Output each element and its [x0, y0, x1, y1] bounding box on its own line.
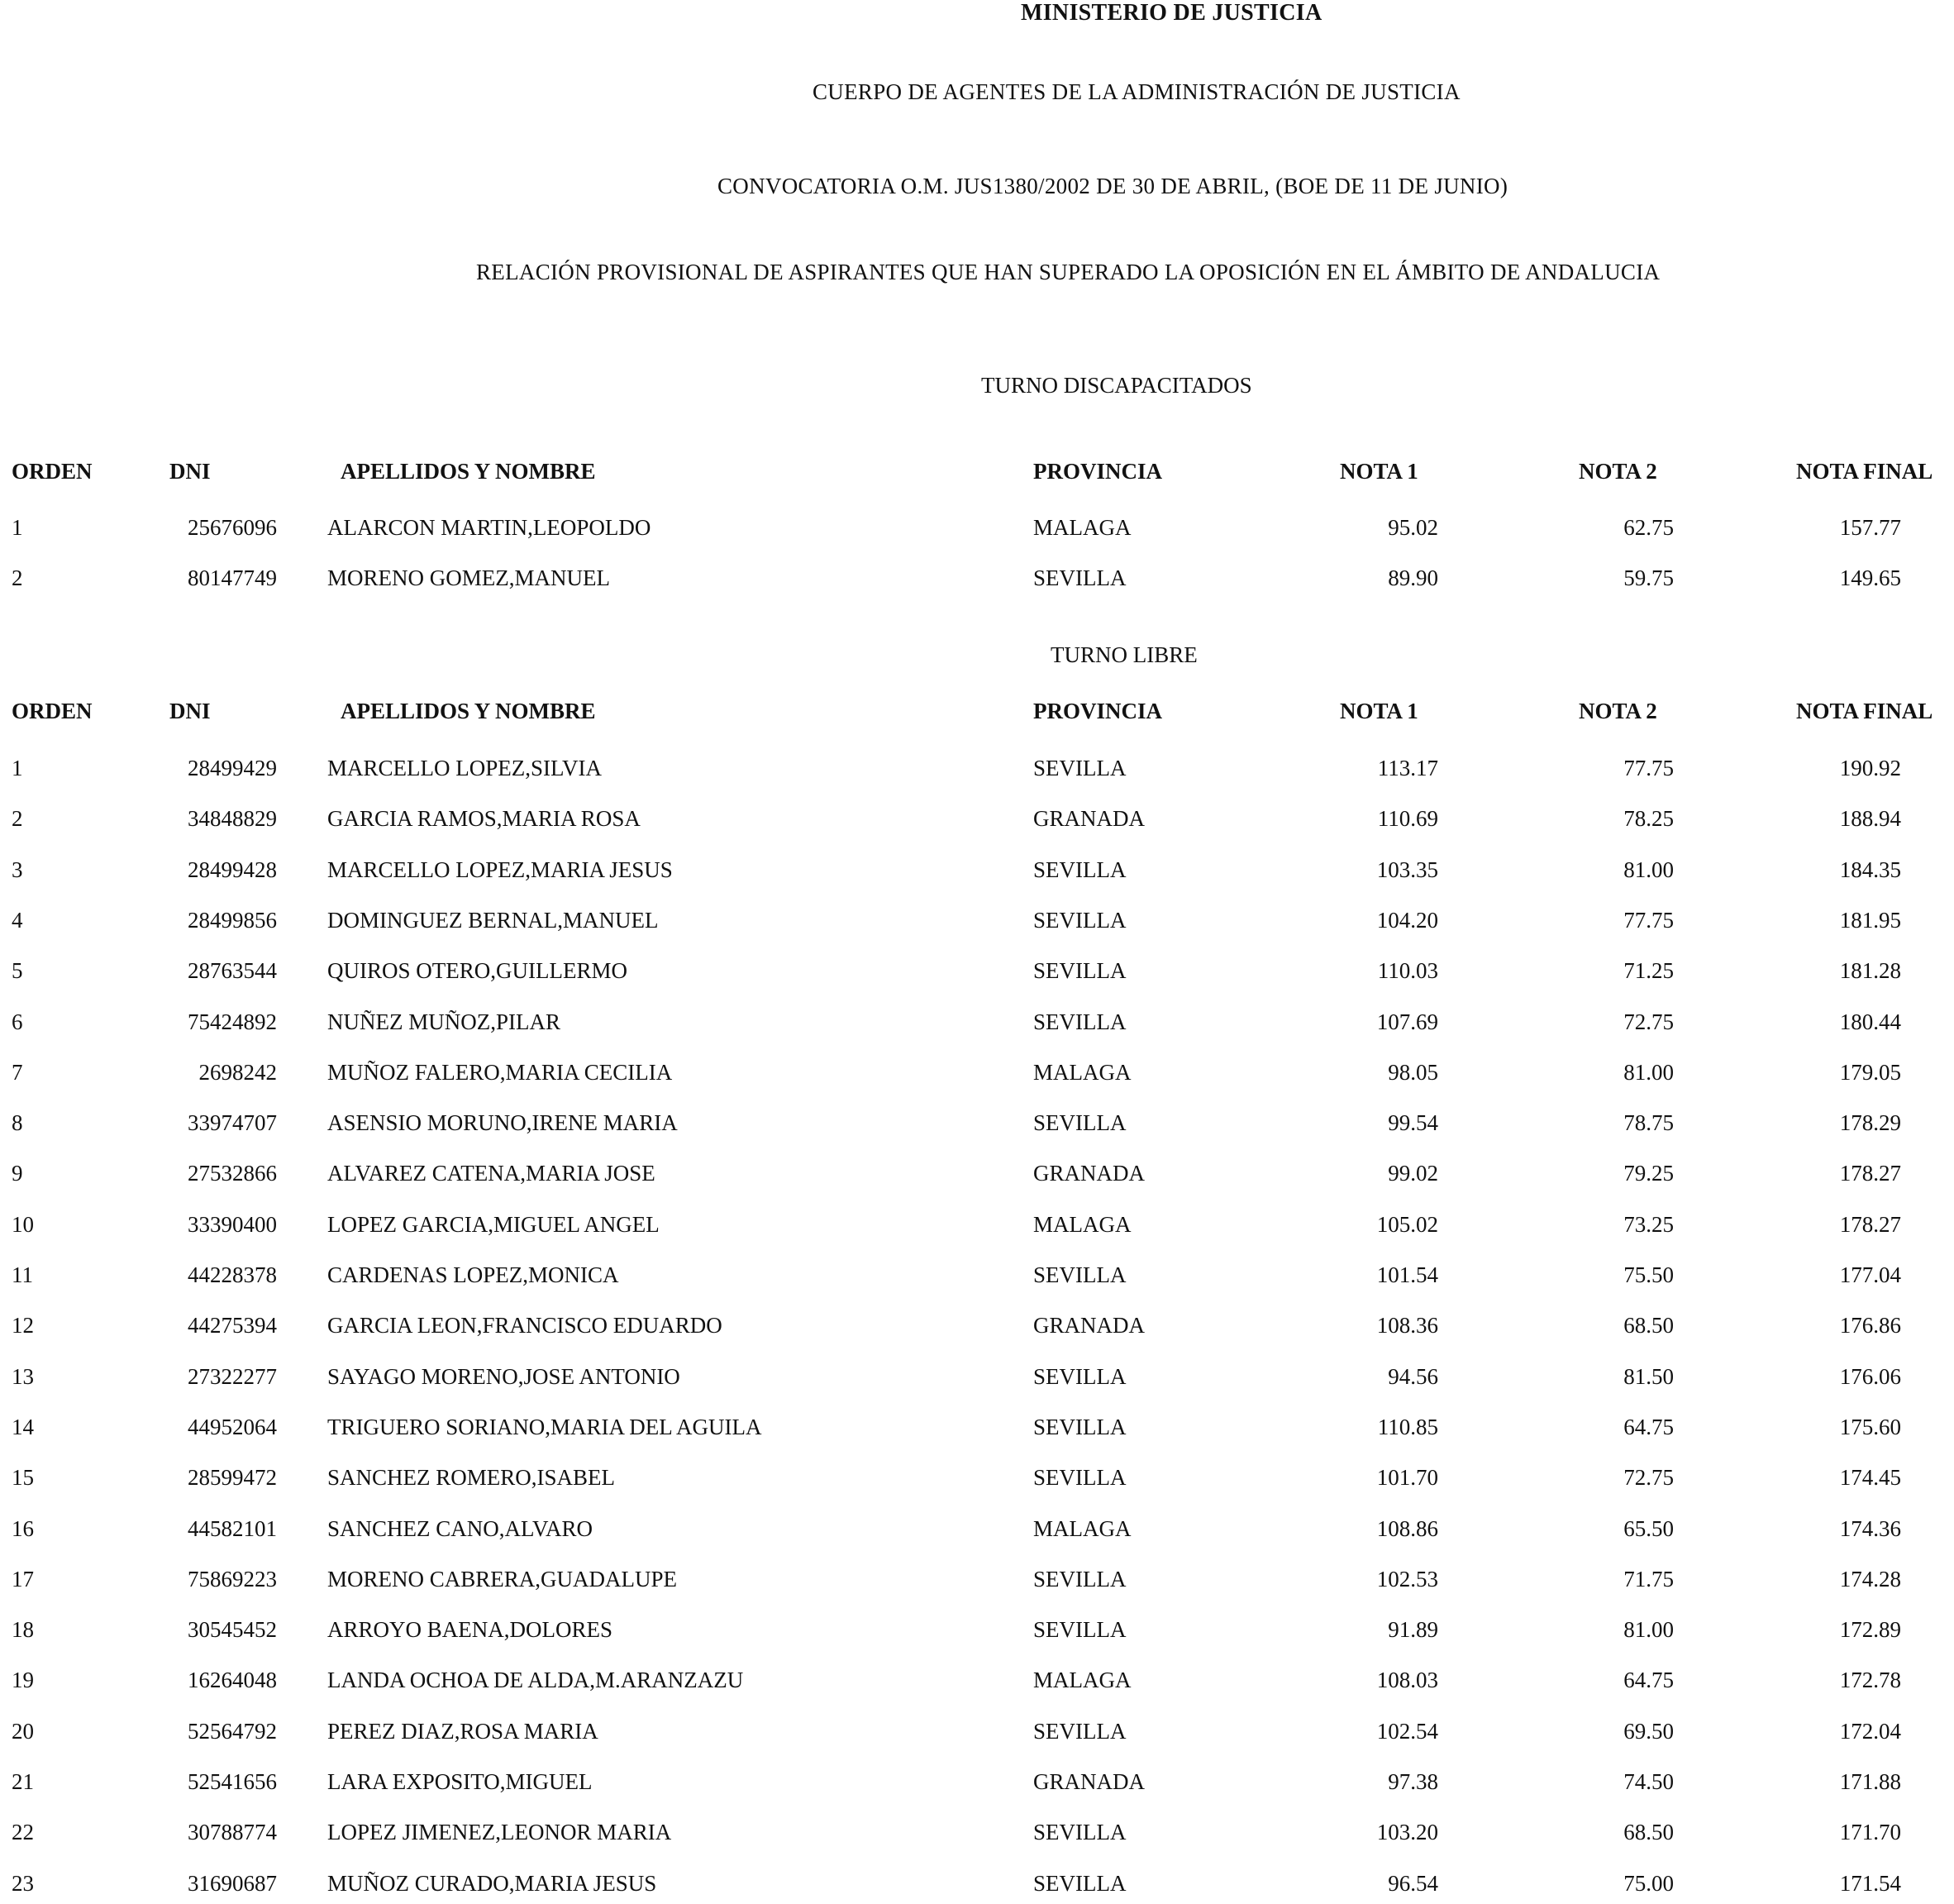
nota1-cell: 96.54 — [1388, 1870, 1438, 1896]
nombre-cell: MORENO GOMEZ,MANUEL — [327, 565, 610, 590]
dni-cell: 44275394 — [188, 1313, 277, 1339]
nota1-cell: 99.54 — [1388, 1110, 1438, 1136]
dni-cell: 27532866 — [188, 1161, 277, 1186]
nota-final-cell: 172.78 — [1839, 1668, 1901, 1693]
nota2-cell: 64.75 — [1623, 1414, 1674, 1439]
table-row — [0, 1769, 1954, 1802]
orden-cell: 14 — [12, 1414, 34, 1439]
dni-cell: 30788774 — [188, 1820, 277, 1845]
column-header-nota1: NOTA 1 — [1340, 699, 1418, 723]
table-row — [0, 1465, 1954, 1498]
column-header-provincia: PROVINCIA — [1033, 459, 1163, 484]
table-row — [0, 1009, 1954, 1043]
nota1-cell: 99.02 — [1388, 1161, 1438, 1186]
provincia-cell: MALAGA — [1033, 1211, 1132, 1237]
provincia-cell: SEVILLA — [1033, 1414, 1127, 1439]
orden-cell: 13 — [12, 1363, 34, 1389]
orden-cell: 7 — [12, 1059, 23, 1085]
nombre-cell: MUÑOZ CURADO,MARIA JESUS — [327, 1870, 657, 1896]
nota1-cell: 105.02 — [1376, 1211, 1438, 1237]
nota2-cell: 73.25 — [1623, 1211, 1674, 1237]
dni-cell: 28763544 — [188, 958, 277, 984]
provincia-cell: SEVILLA — [1033, 1465, 1127, 1491]
nota2-cell: 72.75 — [1623, 1465, 1674, 1491]
dni-cell: 44582101 — [188, 1515, 277, 1541]
nota2-cell: 65.50 — [1623, 1515, 1674, 1541]
dni-cell: 44228378 — [188, 1262, 277, 1287]
orden-cell: 22 — [12, 1820, 34, 1845]
dni-cell: 28499428 — [188, 857, 277, 882]
provincia-cell: GRANADA — [1033, 1769, 1145, 1794]
nota-final-cell: 178.27 — [1839, 1161, 1901, 1186]
orden-cell: 3 — [12, 857, 23, 882]
column-header-dni: DNI — [169, 699, 211, 723]
provincia-cell: SEVILLA — [1033, 958, 1127, 984]
nota2-cell: 75.50 — [1623, 1262, 1674, 1287]
dni-cell: 28499856 — [188, 907, 277, 933]
nota2-cell: 79.25 — [1623, 1161, 1674, 1186]
nota2-cell: 62.75 — [1623, 515, 1674, 540]
nombre-cell: ASENSIO MORUNO,IRENE MARIA — [327, 1110, 678, 1136]
nota-final-cell: 178.27 — [1839, 1211, 1901, 1237]
orden-cell: 2 — [12, 806, 23, 832]
table-row — [0, 806, 1954, 839]
nombre-cell: SAYAGO MORENO,JOSE ANTONIO — [327, 1363, 680, 1389]
nota-final-cell: 172.89 — [1839, 1617, 1901, 1643]
nombre-cell: PEREZ DIAZ,ROSA MARIA — [327, 1718, 598, 1744]
table-row — [0, 1161, 1954, 1194]
section-title-discapacitados: TURNO DISCAPACITADOS — [981, 373, 1252, 398]
nota1-cell: 113.17 — [1377, 756, 1438, 780]
nombre-cell: LOPEZ JIMENEZ,LEONOR MARIA — [327, 1820, 672, 1845]
nota-final-cell: 174.28 — [1839, 1566, 1901, 1591]
provincia-cell: GRANADA — [1033, 1313, 1145, 1339]
nota2-cell: 81.00 — [1623, 1059, 1674, 1085]
dni-cell: 30545452 — [188, 1617, 277, 1643]
table-row — [0, 1871, 1954, 1904]
nota2-cell: 81.00 — [1623, 1617, 1674, 1643]
dni-cell: 27322277 — [188, 1363, 277, 1389]
nota1-cell: 102.54 — [1376, 1718, 1438, 1744]
dni-cell: 75869223 — [188, 1566, 277, 1591]
dni-cell: 80147749 — [188, 565, 277, 590]
nota1-cell: 110.03 — [1377, 958, 1438, 984]
nombre-cell: SANCHEZ ROMERO,ISABEL — [327, 1465, 616, 1491]
dni-cell: 52564792 — [188, 1718, 277, 1744]
provincia-cell: MALAGA — [1033, 1059, 1132, 1085]
nota2-cell: 68.50 — [1623, 1820, 1674, 1845]
nombre-cell: ALARCON MARTIN,LEOPOLDO — [327, 515, 651, 540]
orden-cell: 18 — [12, 1617, 34, 1643]
nota-final-cell: 184.35 — [1839, 857, 1901, 882]
orden-cell: 11 — [12, 1262, 33, 1287]
dni-cell: 33974707 — [188, 1110, 277, 1136]
nota1-cell: 103.35 — [1376, 857, 1438, 882]
nota-final-cell: 175.60 — [1839, 1414, 1901, 1439]
nombre-cell: LOPEZ GARCIA,MIGUEL ANGEL — [327, 1211, 660, 1237]
orden-cell: 16 — [12, 1515, 34, 1541]
table-row — [0, 1364, 1954, 1397]
dni-cell: 16264048 — [188, 1668, 277, 1693]
table-row — [0, 565, 1954, 599]
nota1-cell: 91.89 — [1388, 1617, 1438, 1643]
nombre-cell: MORENO CABRERA,GUADALUPE — [327, 1566, 678, 1591]
nota-final-cell: 181.28 — [1839, 958, 1901, 984]
table-row — [0, 756, 1954, 789]
nota-final-cell: 181.95 — [1839, 907, 1901, 933]
orden-cell: 12 — [12, 1313, 34, 1339]
provincia-cell: SEVILLA — [1033, 1870, 1127, 1896]
nota-final-cell: 180.44 — [1839, 1009, 1901, 1034]
dni-cell: 33390400 — [188, 1211, 277, 1237]
orden-cell: 1 — [12, 756, 23, 780]
provincia-cell: SEVILLA — [1033, 1110, 1127, 1136]
provincia-cell: SEVILLA — [1033, 907, 1127, 933]
provincia-cell: MALAGA — [1033, 515, 1132, 540]
table-row — [0, 1567, 1954, 1600]
provincia-cell: MALAGA — [1033, 1515, 1132, 1541]
nombre-cell: ALVAREZ CATENA,MARIA JOSE — [327, 1161, 655, 1186]
table-row — [0, 908, 1954, 941]
cuerpo-title: CUERPO DE AGENTES DE LA ADMINISTRACIÓN DE JUSTICIA — [813, 79, 1461, 104]
nota2-cell: 81.00 — [1623, 857, 1674, 882]
dni-cell: 31690687 — [188, 1870, 277, 1896]
dni-cell: 34848829 — [188, 806, 277, 832]
provincia-cell: SEVILLA — [1033, 1262, 1127, 1287]
provincia-cell: SEVILLA — [1033, 1363, 1127, 1389]
table-row — [0, 857, 1954, 890]
nombre-cell: CARDENAS LOPEZ,MONICA — [327, 1262, 619, 1287]
nota2-cell: 77.75 — [1623, 907, 1674, 933]
orden-cell: 21 — [12, 1769, 34, 1794]
nota-final-cell: 174.36 — [1839, 1515, 1901, 1541]
dni-cell: 25676096 — [188, 515, 277, 540]
nota1-cell: 101.54 — [1376, 1262, 1438, 1287]
column-header-orden: ORDEN — [12, 699, 93, 723]
nota1-cell: 102.53 — [1376, 1566, 1438, 1591]
column-header-orden: ORDEN — [12, 459, 93, 484]
table-row — [0, 1212, 1954, 1245]
table-row — [0, 1110, 1954, 1143]
nombre-cell: LANDA OCHOA DE ALDA,M.ARANZAZU — [327, 1668, 744, 1693]
dni-cell: 75424892 — [188, 1009, 277, 1034]
nombre-cell: QUIROS OTERO,GUILLERMO — [327, 958, 627, 984]
nota-final-cell: 171.54 — [1839, 1870, 1901, 1896]
section-title-libre: TURNO LIBRE — [1051, 642, 1198, 667]
table-row — [0, 1262, 1954, 1296]
nota2-cell: 64.75 — [1623, 1668, 1674, 1693]
table-row — [0, 1820, 1954, 1853]
nota-final-cell: 190.92 — [1839, 756, 1901, 780]
orden-cell: 10 — [12, 1211, 34, 1237]
nota-final-cell: 149.65 — [1839, 565, 1901, 590]
nota2-cell: 81.50 — [1623, 1363, 1674, 1389]
nota1-cell: 108.03 — [1376, 1668, 1438, 1693]
nombre-cell: TRIGUERO SORIANO,MARIA DEL AGUILA — [327, 1414, 762, 1439]
orden-cell: 15 — [12, 1465, 34, 1491]
nombre-cell: MARCELLO LOPEZ,MARIA JESUS — [327, 857, 673, 882]
nota1-cell: 101.70 — [1376, 1465, 1438, 1491]
provincia-cell: SEVILLA — [1033, 756, 1127, 780]
orden-cell: 17 — [12, 1566, 34, 1591]
table-row — [0, 1415, 1954, 1448]
dni-cell: 52541656 — [188, 1769, 277, 1794]
table-header-libre — [0, 699, 1954, 732]
provincia-cell: MALAGA — [1033, 1668, 1132, 1693]
orden-cell: 23 — [12, 1870, 34, 1896]
orden-cell: 19 — [12, 1668, 34, 1693]
column-header-nombre: APELLIDOS Y NOMBRE — [341, 699, 596, 723]
nombre-cell: NUÑEZ MUÑOZ,PILAR — [327, 1009, 560, 1034]
nota1-cell: 98.05 — [1388, 1059, 1438, 1085]
nombre-cell: LARA EXPOSITO,MIGUEL — [327, 1769, 593, 1794]
column-header-provincia: PROVINCIA — [1033, 699, 1163, 723]
ministry-title: MINISTERIO DE JUSTICIA — [1021, 0, 1323, 26]
nombre-cell: MUÑOZ FALERO,MARIA CECILIA — [327, 1059, 673, 1085]
nota-final-cell: 179.05 — [1839, 1059, 1901, 1085]
nota2-cell: 75.00 — [1623, 1870, 1674, 1896]
provincia-cell: SEVILLA — [1033, 1820, 1127, 1845]
nombre-cell: GARCIA LEON,FRANCISCO EDUARDO — [327, 1313, 722, 1339]
nota1-cell: 89.90 — [1388, 565, 1438, 590]
provincia-cell: SEVILLA — [1033, 857, 1127, 882]
column-header-nota1: NOTA 1 — [1340, 459, 1418, 484]
table-row — [0, 1313, 1954, 1346]
convocatoria-line: CONVOCATORIA O.M. JUS1380/2002 DE 30 DE ABRIL, (BOE DE 11 DE JUNIO) — [717, 174, 1508, 198]
orden-cell: 9 — [12, 1161, 23, 1186]
nota-final-cell: 176.06 — [1839, 1363, 1901, 1389]
dni-cell: 28499429 — [188, 756, 277, 780]
nota1-cell: 103.20 — [1376, 1820, 1438, 1845]
column-header-nota-final: NOTA FINAL — [1796, 699, 1933, 723]
orden-cell: 5 — [12, 958, 23, 984]
nombre-cell: DOMINGUEZ BERNAL,MANUEL — [327, 907, 659, 933]
nota2-cell: 74.50 — [1623, 1769, 1674, 1794]
nota2-cell: 72.75 — [1623, 1009, 1674, 1034]
nota1-cell: 108.86 — [1376, 1515, 1438, 1541]
table-row — [0, 1516, 1954, 1549]
dni-cell: 2698242 — [198, 1059, 277, 1085]
provincia-cell: SEVILLA — [1033, 565, 1127, 590]
nota-final-cell: 188.94 — [1839, 806, 1901, 832]
column-header-dni: DNI — [169, 459, 211, 484]
nota2-cell: 77.75 — [1623, 756, 1674, 780]
nota1-cell: 95.02 — [1388, 515, 1438, 540]
table-header-discapacitados — [0, 459, 1954, 492]
nota1-cell: 108.36 — [1376, 1313, 1438, 1339]
nota-final-cell: 171.88 — [1839, 1769, 1901, 1794]
orden-cell: 8 — [12, 1110, 23, 1136]
nota2-cell: 78.25 — [1623, 806, 1674, 832]
nota2-cell: 68.50 — [1623, 1313, 1674, 1339]
nombre-cell: MARCELLO LOPEZ,SILVIA — [327, 756, 603, 780]
nota2-cell: 59.75 — [1623, 565, 1674, 590]
provincia-cell: SEVILLA — [1033, 1566, 1127, 1591]
column-header-nombre: APELLIDOS Y NOMBRE — [341, 459, 596, 484]
column-header-nota-final: NOTA FINAL — [1796, 459, 1933, 484]
nota1-cell: 104.20 — [1376, 907, 1438, 933]
orden-cell: 20 — [12, 1718, 34, 1744]
table-row — [0, 1060, 1954, 1093]
nota-final-cell: 178.29 — [1839, 1110, 1901, 1136]
orden-cell: 1 — [12, 515, 23, 540]
column-header-nota2: NOTA 2 — [1579, 699, 1657, 723]
nombre-cell: GARCIA RAMOS,MARIA ROSA — [327, 806, 641, 832]
table-row — [0, 1668, 1954, 1701]
provincia-cell: GRANADA — [1033, 1161, 1145, 1186]
provincia-cell: SEVILLA — [1033, 1718, 1127, 1744]
nota-final-cell: 171.70 — [1839, 1820, 1901, 1845]
nombre-cell: SANCHEZ CANO,ALVARO — [327, 1515, 593, 1541]
nota2-cell: 78.75 — [1623, 1110, 1674, 1136]
nota-final-cell: 172.04 — [1839, 1718, 1901, 1744]
nota2-cell: 69.50 — [1623, 1718, 1674, 1744]
orden-cell: 2 — [12, 565, 23, 590]
nota-final-cell: 176.86 — [1839, 1313, 1901, 1339]
table-row — [0, 958, 1954, 991]
orden-cell: 4 — [12, 907, 23, 933]
nota2-cell: 71.25 — [1623, 958, 1674, 984]
nota1-cell: 97.38 — [1388, 1769, 1438, 1794]
provincia-cell: SEVILLA — [1033, 1617, 1127, 1643]
nota-final-cell: 174.45 — [1839, 1465, 1901, 1491]
dni-cell: 44952064 — [188, 1414, 277, 1439]
table-row — [0, 1719, 1954, 1752]
dni-cell: 28599472 — [188, 1465, 277, 1491]
orden-cell: 6 — [12, 1009, 23, 1034]
nota-final-cell: 157.77 — [1839, 515, 1901, 540]
table-row — [0, 1617, 1954, 1650]
nombre-cell: ARROYO BAENA,DOLORES — [327, 1617, 613, 1643]
column-header-nota2: NOTA 2 — [1579, 459, 1657, 484]
provincia-cell: SEVILLA — [1033, 1009, 1127, 1034]
relacion-title: RELACIÓN PROVISIONAL DE ASPIRANTES QUE HAN SUPERADO LA OPOSICIÓN EN EL ÁMBITO DE ANDALUCIA — [476, 260, 1661, 284]
nota1-cell: 94.56 — [1388, 1363, 1438, 1389]
nota-final-cell: 177.04 — [1839, 1262, 1901, 1287]
table-row — [0, 515, 1954, 548]
provincia-cell: GRANADA — [1033, 806, 1145, 832]
nota1-cell: 110.85 — [1377, 1414, 1438, 1439]
nota1-cell: 107.69 — [1376, 1009, 1438, 1034]
nota1-cell: 110.69 — [1377, 806, 1438, 832]
nota2-cell: 71.75 — [1623, 1566, 1674, 1591]
